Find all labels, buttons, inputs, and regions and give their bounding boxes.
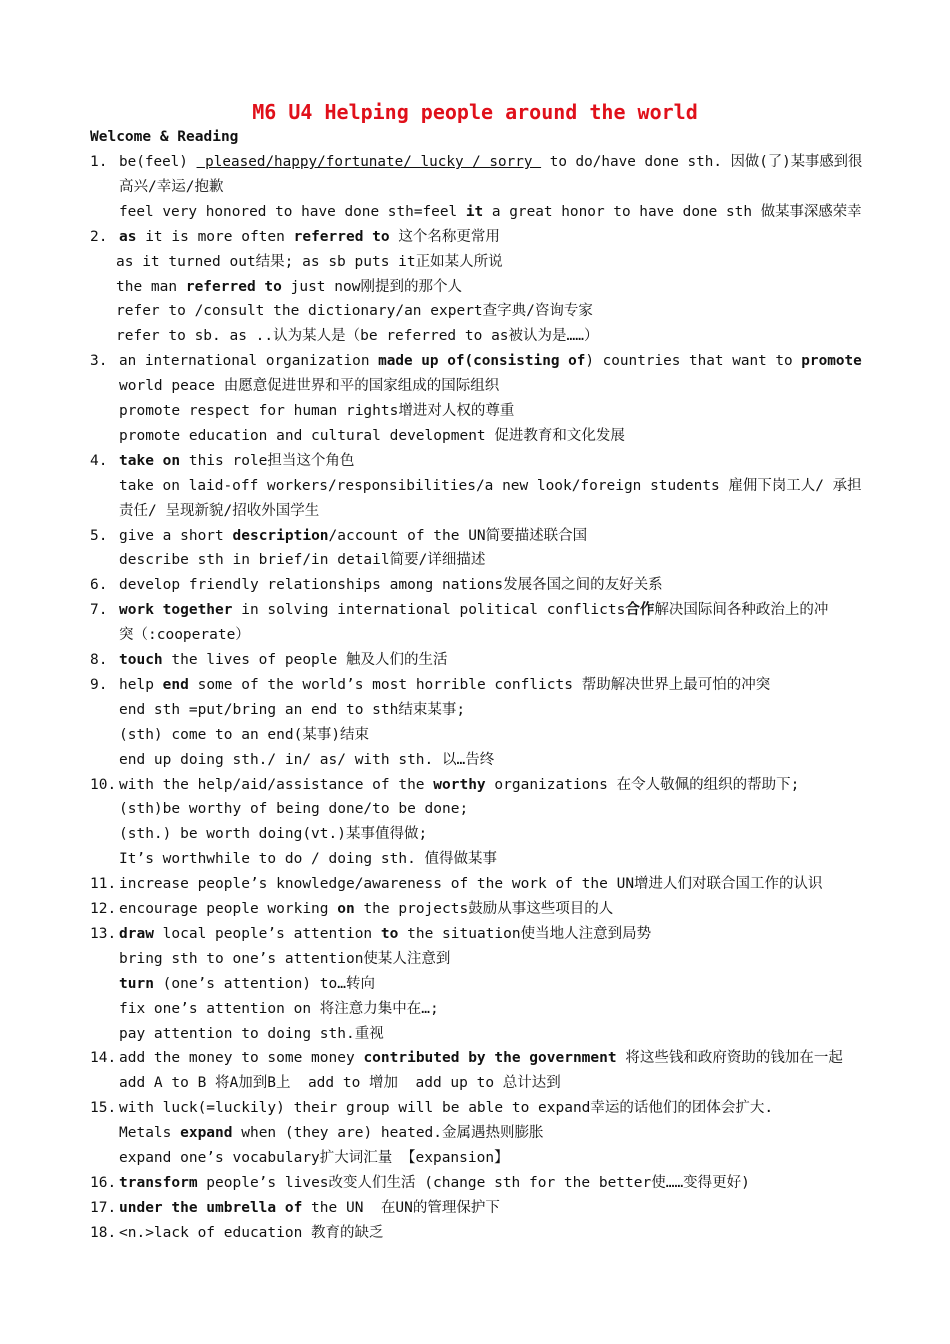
item-number: 1. xyxy=(90,154,108,170)
text-segment: add the money to some money xyxy=(119,1050,364,1067)
item-line xyxy=(119,949,450,969)
item-line xyxy=(119,750,494,770)
item-line xyxy=(119,451,354,471)
text-segment: turn xyxy=(119,975,154,992)
item-number: 6. xyxy=(90,577,108,594)
text-segment: fix one’s attention on 将注意力集中在…; xyxy=(119,1000,439,1017)
item-number: 2. xyxy=(90,228,108,245)
item-line xyxy=(119,575,663,595)
text-segment: this role担当这个角色 xyxy=(180,452,355,469)
item-number: 18. xyxy=(90,1224,117,1241)
text-segment: draw xyxy=(119,925,154,942)
text-segment: end xyxy=(162,676,189,693)
text-segment: 责任/ 呈现新貌/招收外国学生 xyxy=(119,502,320,519)
text-segment: when (they are) heated.金属遇热则膨胀 xyxy=(232,1125,544,1142)
item-line xyxy=(119,177,223,197)
item-number: 15. xyxy=(90,1100,117,1117)
item-line xyxy=(116,301,593,321)
item-line xyxy=(119,401,514,421)
text-segment: refer to sb. as ..认为某人是（be referred to as被认为是……） xyxy=(116,328,599,345)
text-segment: touch xyxy=(119,652,163,668)
text-segment: increase people’s knowledge/awareness of the work of the UN增进人们对联合国工作的认识 xyxy=(119,876,823,893)
text-segment: take on laid-off workers/responsibilities/a new look/foreign students 雇佣下岗工人/ 承担 xyxy=(119,477,862,494)
text-segment: end up doing sth./ in/ as/ with sth. 以…告终 xyxy=(119,751,495,768)
text-segment: encourage people working xyxy=(119,901,338,917)
item-line xyxy=(119,1173,750,1193)
item-line xyxy=(119,1073,561,1093)
text-segment: bring sth to one’s attention使某人注意到 xyxy=(119,950,451,967)
text-segment: with luck(=luckily) their group will be able to expand幸运的话他们的团体会扩大. xyxy=(119,1100,774,1117)
text-segment: work together xyxy=(119,602,233,619)
text-segment: some of the world’s most horrible conflicts 帮助解决世界上最可怕的冲突 xyxy=(188,676,771,693)
text-segment: it is more often xyxy=(136,228,294,245)
item-line xyxy=(119,526,587,546)
text-segment: 高兴/幸运/抱歉 xyxy=(119,178,224,195)
text-segment: promote respect for human rights增进对人权的尊重 xyxy=(119,403,515,419)
text-segment: the man xyxy=(116,278,186,295)
item-line xyxy=(119,376,499,396)
text-segment: world peace 由愿意促进世界和平的国家组成的国际组织 xyxy=(119,378,500,395)
item-line xyxy=(119,1148,509,1168)
item-line xyxy=(119,476,862,496)
text-segment: It’s worthwhile to do / doing sth. 值得做某事 xyxy=(119,851,498,868)
item-number: 10. xyxy=(90,776,117,793)
text-segment: Metals xyxy=(119,1125,181,1142)
text-segment: (sth) come to an end(某事)结束 xyxy=(119,726,370,743)
text-segment: promote xyxy=(801,353,862,370)
text-segment: end sth =put/bring an end to sth结束某事; xyxy=(119,701,466,718)
text-segment: an international organization xyxy=(119,353,379,370)
item-line xyxy=(119,550,485,570)
text-segment: give a short xyxy=(119,527,233,544)
text-segment: in solving international political conflicts xyxy=(232,602,626,619)
item-line xyxy=(119,924,651,944)
text-segment: referred to xyxy=(293,228,390,245)
item-line xyxy=(119,725,369,745)
text-segment: it xyxy=(465,203,484,220)
item-line xyxy=(119,202,862,222)
item-line xyxy=(119,650,447,670)
text-segment: to do/have done sth. 因做(了)某事感到很 xyxy=(541,154,863,170)
page-title: M6 U4 Helping people around the world xyxy=(252,100,698,124)
item-line xyxy=(116,252,503,272)
text-segment: the situation使当地人注意到局势 xyxy=(398,925,652,942)
text-segment: /account of the UN简要描述联合国 xyxy=(328,527,588,544)
text-segment: local people’s attention xyxy=(153,925,381,942)
text-segment: describe sth in brief/in detail简要/详细描述 xyxy=(119,552,486,569)
text-segment: (sth)be worthy of being done/to be done; xyxy=(119,801,469,818)
text-segment: develop friendly relationships among nations发展各国之间的友好关系 xyxy=(119,577,663,594)
item-line xyxy=(116,277,462,297)
text-segment: 这个名称更常用 xyxy=(389,228,500,245)
text-segment: (sth.) be worth doing(vt.)某事值得做; xyxy=(119,826,428,843)
text-segment: help xyxy=(119,676,163,693)
item-line xyxy=(119,351,862,371)
text-segment: organizations 在令人敬佩的组织的帮助下; xyxy=(485,776,800,793)
text-segment: pleased/happy/fortunate/ lucky / sorry xyxy=(196,154,542,170)
item-line xyxy=(119,501,319,521)
text-segment: a great honor to have done sth 做某事深感荣幸 xyxy=(483,203,862,220)
item-number: 11. xyxy=(90,876,117,893)
text-segment: on xyxy=(337,901,355,917)
text-segment: as it turned out结果; as sb puts it正如某人所说 xyxy=(116,253,503,270)
item-line xyxy=(119,999,439,1019)
text-segment: to xyxy=(380,925,399,942)
text-segment: 解决国际间各种政治上的冲 xyxy=(654,602,829,619)
text-segment: under the umbrella of xyxy=(119,1199,303,1216)
item-line xyxy=(119,426,625,446)
item-line xyxy=(119,775,799,795)
section-heading: Welcome & Reading xyxy=(90,129,239,145)
text-segment: referred to xyxy=(185,278,282,295)
item-line xyxy=(119,675,770,695)
text-segment: people’s lives改变人们生活 (change sth for the better使……变得更好) xyxy=(197,1174,750,1191)
item-number: 8. xyxy=(90,652,108,668)
item-line xyxy=(119,1048,843,1068)
text-segment: the lives of people 触及人们的生活 xyxy=(162,652,448,668)
text-segment: expand one’s vocabulary扩大词汇量 【expansion】 xyxy=(119,1150,509,1166)
item-line xyxy=(119,974,375,994)
text-segment: the projects鼓励从事这些项目的人 xyxy=(354,901,614,917)
item-number: 13. xyxy=(90,925,117,942)
item-line xyxy=(116,326,599,346)
item-line xyxy=(119,824,427,844)
item-number: 16. xyxy=(90,1174,117,1191)
text-segment: take on xyxy=(119,452,181,469)
text-segment: as xyxy=(119,228,137,245)
item-number: 5. xyxy=(90,527,108,544)
text-segment: promote education and cultural development 促进教育和文化发展 xyxy=(119,427,625,444)
item-number: 12. xyxy=(90,901,117,917)
item-line xyxy=(119,1024,384,1044)
item-number: 9. xyxy=(90,676,108,693)
item-line xyxy=(119,849,497,869)
item-line xyxy=(119,700,465,720)
text-segment: add A to B 将A加到B上 add to 增加 add up to 总计达到 xyxy=(119,1075,561,1092)
text-segment: description xyxy=(232,527,329,544)
item-line xyxy=(119,600,828,620)
text-segment: feel very honored to have done sth=feel xyxy=(119,203,466,220)
text-segment: 突（:cooperate） xyxy=(119,627,250,644)
item-line xyxy=(119,1098,773,1118)
text-segment: made up of(consisting of xyxy=(378,353,586,370)
text-segment: just now刚提到的那个人 xyxy=(281,278,462,295)
item-number: 14. xyxy=(90,1050,117,1067)
text-segment: pay attention to doing sth.重视 xyxy=(119,1025,384,1042)
text-segment: (one’s attention) to…转向 xyxy=(153,975,375,992)
item-line xyxy=(119,1123,544,1143)
item-line xyxy=(119,1198,500,1218)
text-segment: contributed by the government xyxy=(363,1050,617,1067)
item-number: 7. xyxy=(90,602,108,619)
text-segment: be(feel) xyxy=(119,154,197,170)
item-line xyxy=(119,625,250,645)
item-number: 4. xyxy=(90,452,108,469)
item-line xyxy=(119,899,613,919)
text-segment: ) countries that want to xyxy=(585,353,802,370)
text-segment: expand xyxy=(180,1125,233,1142)
text-segment: transform xyxy=(119,1174,198,1191)
item-line xyxy=(119,152,862,172)
item-number: 3. xyxy=(90,353,108,370)
item-line xyxy=(119,799,468,819)
item-number: 17. xyxy=(90,1199,117,1216)
text-segment: refer to /consult the dictionary/an expert查字典/咨询专家 xyxy=(116,303,593,320)
text-segment: the UN 在UN的管理保护下 xyxy=(302,1199,500,1216)
text-segment: 合作 xyxy=(625,602,655,619)
item-line xyxy=(119,874,823,894)
text-segment: 将这些钱和政府资助的钱加在一起 xyxy=(616,1050,843,1067)
text-segment: worthy xyxy=(433,776,486,793)
item-line xyxy=(119,1223,384,1243)
text-segment: with the help/aid/assistance of the xyxy=(119,776,434,793)
item-line xyxy=(119,227,500,247)
text-segment: <n.>lack of education 教育的缺乏 xyxy=(119,1224,384,1241)
